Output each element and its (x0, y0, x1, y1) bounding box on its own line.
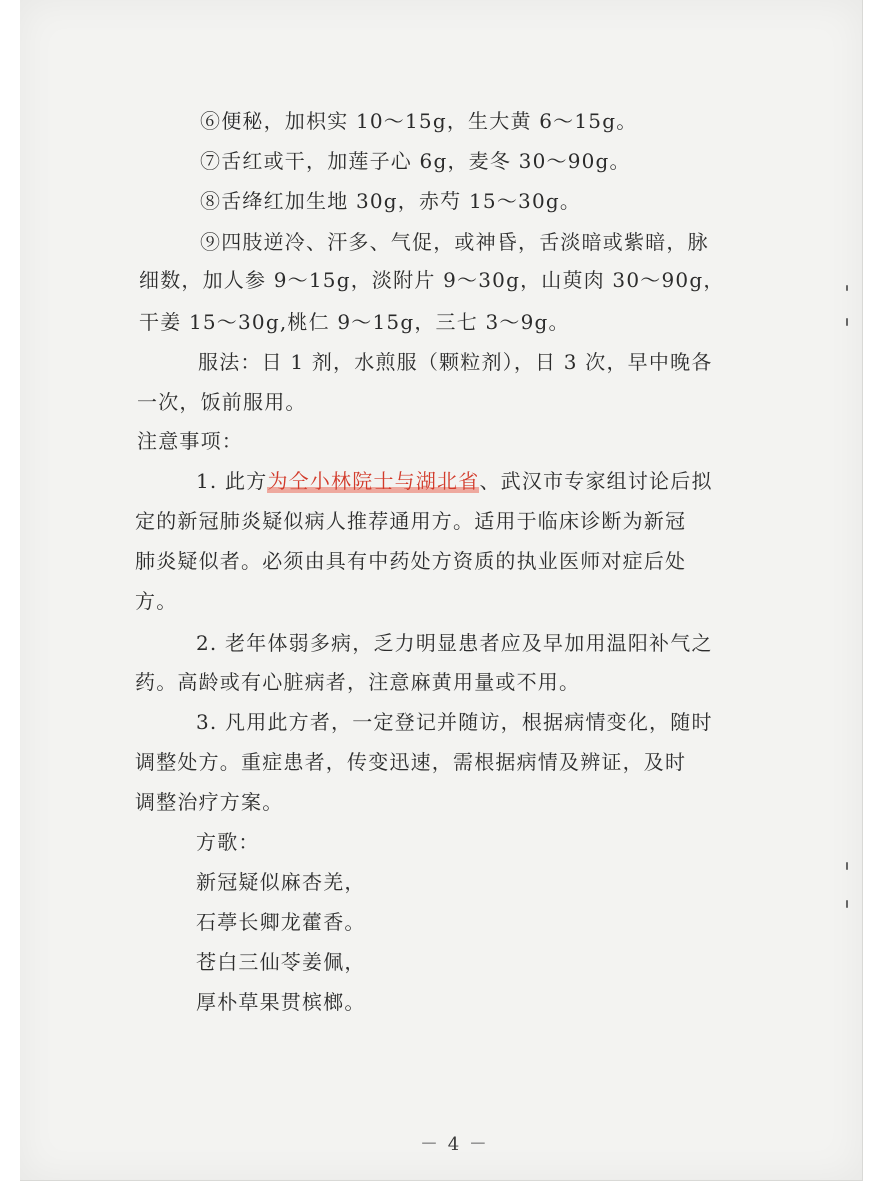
scan-mark (846, 285, 848, 291)
text-line: 调整处方。重症患者，传变迅速，需根据病情及辨证，及时 (135, 750, 687, 774)
document-page (20, 0, 863, 1181)
text-line: ⑦舌红或干，加莲子心 6g，麦冬 30～90g。 (200, 149, 631, 173)
verse-heading: 方歌： (196, 830, 260, 854)
scan-mark (846, 900, 848, 908)
text-line: 肺炎疑似者。必须由具有中药处方资质的执业医师对症后处 (135, 549, 687, 573)
note-1-prefix: 1. 此方 (196, 469, 268, 493)
text-line: ⑥便秘，加枳实 10～15g，生大黄 6～15g。 (200, 109, 638, 133)
verse-line: 苍白三仙苓姜佩， (196, 950, 366, 974)
verse-line: 石葶长卿龙藿香。 (196, 910, 366, 934)
scan-mark (846, 862, 848, 870)
text-line: 方。 (135, 589, 178, 613)
text-line: ⑧舌绛红加生地 30g，赤芍 15～30g。 (200, 189, 582, 213)
highlighted-phrase: 为仝小林院士与湖北省 (267, 469, 480, 493)
page-number: － 4 － (420, 1134, 489, 1155)
verse-line: 厚朴草果贯槟榔。 (196, 990, 366, 1014)
text-line: 干姜 15～30g,桃仁 9～15g，三七 3～9g。 (139, 310, 570, 334)
text-line: 药。高龄或有心脏病者，注意麻黄用量或不用。 (135, 670, 581, 694)
text-line: 调整治疗方案。 (135, 790, 284, 814)
text-line: 3. 凡用此方者，一定登记并随访，根据病情变化，随时 (196, 710, 713, 734)
note-1-first-line (196, 468, 880, 494)
text-line: 细数，加人参 9～15g，淡附片 9～30g，山萸肉 30～90g， (139, 268, 725, 292)
scan-mark (846, 318, 848, 326)
text-line: ⑨四肢逆冷、汗多、气促，或神昏，舌淡暗或紫暗，脉 (200, 230, 709, 254)
text-line: 服法：日 1 剂，水煎服（颗粒剂），日 3 次，早中晚各 (198, 350, 713, 374)
text-line: 一次，饭前服用。 (137, 390, 307, 414)
verse-line: 新冠疑似麻杏羌， (196, 870, 366, 894)
text-line: 2. 老年体弱多病，乏力明显患者应及早加用温阳补气之 (196, 631, 713, 655)
text-line: 定的新冠肺炎疑似病人推荐通用方。适用于临床诊断为新冠 (135, 509, 687, 533)
section-heading: 注意事项： (137, 429, 243, 453)
note-1-suffix: 、武汉市专家组讨论后拟 (479, 469, 713, 493)
